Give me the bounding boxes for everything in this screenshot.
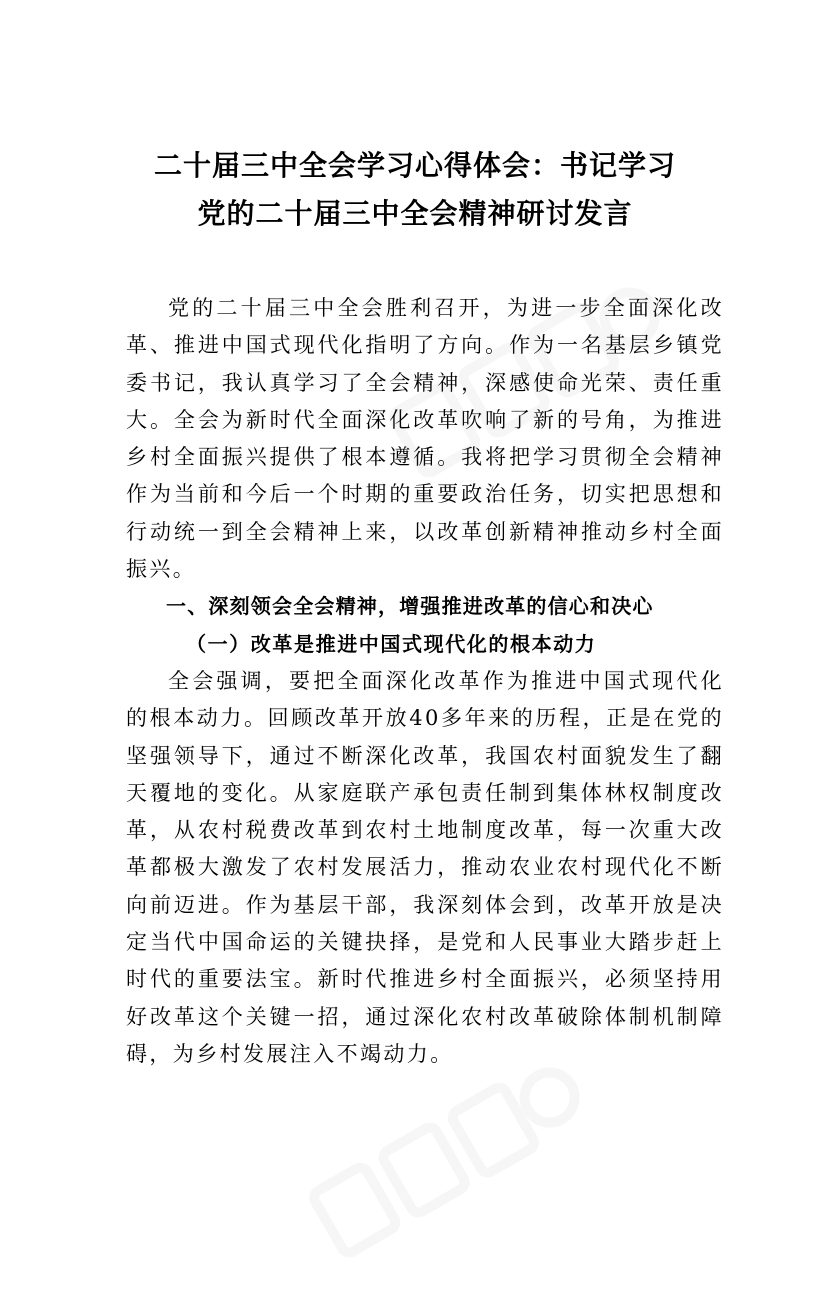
body-paragraph: 全会强调，要把全面深化改革作为推进中国式现代化的根本动力。回顾改革开放40多年来的历程，正是在党的坚强领导下，通过不断深化改革，我国农村面貌发生了翻天覆地的变化。从家庭联产承包责任制到集体林权制度改革，从农村税费改革到农村土地制度改革，每一次重大改革都极大激发了农村发展活力，推动农业农村现代化不断向前迈进。作为基层干部，我深刻体会到，改革开放是决定当代中国命运的关键抉择，是党和人民事业大踏步赶上时代的重要法宝。新时代推进乡村全面振兴，必须坚持用好改革这个关键一招，通过深化农村改革破除体制机制障碍，为乡村发展注入不竭动力。 bbox=[126, 668, 724, 1066]
document-body bbox=[126, 290, 724, 1073]
subsection-heading: （一）改革是推进中国式现代化的根本动力 bbox=[186, 631, 597, 656]
document-title-line-1: 二十届三中全会学习心得体会：书记学习 bbox=[153, 149, 676, 182]
intro-paragraph: 党的二十届三中全会胜利召开，为进一步全面深化改革、推进中国式现代化指明了方向。作为一名基层乡镇党委书记，我认真学习了全会精神，深感使命光荣、责任重大。全会为新时代全面深化改革吹响了新的号角，为推进乡村全面振兴提供了根本遵循。我将把学习贯彻全会精神作为当前和今后一个时期的重要政治任务，切实把思想和行动统一到全会精神上来，以改革创新精神推动乡村全面振兴。 bbox=[126, 296, 724, 582]
section-heading: 一、深刻领会全会精神，增强推进改革的信心和决心 bbox=[166, 594, 654, 619]
document-title-line-2: 党的二十届三中全会精神研讨发言 bbox=[197, 197, 633, 230]
